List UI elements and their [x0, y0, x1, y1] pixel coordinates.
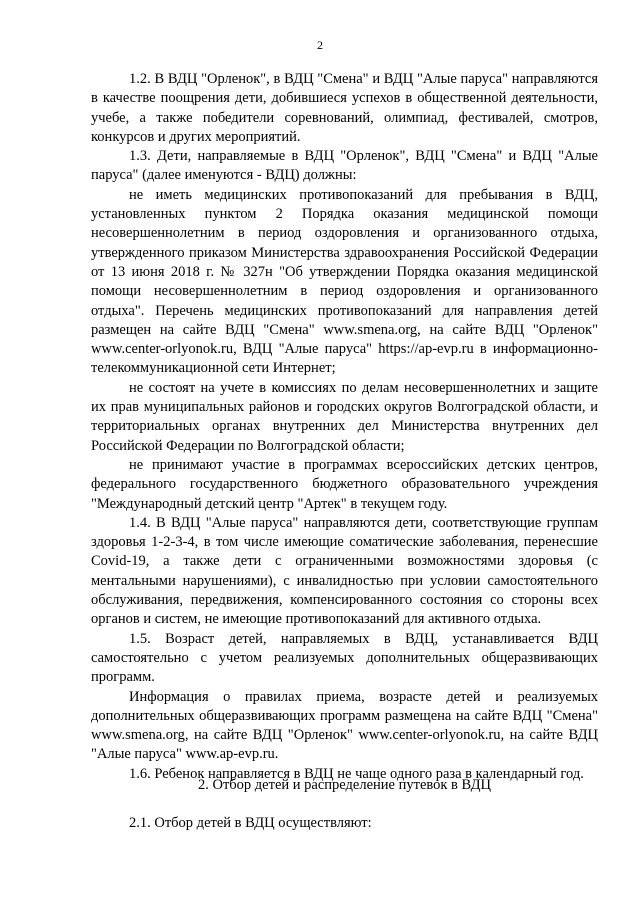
paragraph-1-2: 1.2. В ВДЦ "Орленок", в ВДЦ "Смена" и ВДЦ "Алые паруса" направляются в качестве поощрения дети, добившиеся успехов в общественной деятельности, учебе, а также победители соревнований, олимпиад, фестивалей, смотров, конкурсов и других мероприятий. [91, 71, 598, 145]
page-number: 2 [317, 38, 323, 52]
paragraph-1-3: 1.3. Дети, направляемые в ВДЦ "Орленок", ВДЦ "Смена" и ВДЦ "Алые паруса" (далее именуются - ВДЦ) должны: [91, 148, 598, 184]
paragraph-1-6: 1.6. Ребенок направляется в ВДЦ не чаще одного раза в календарный год. [129, 765, 584, 782]
paragraph-1-4: 1.4. В ВДЦ "Алые паруса" направляются дети, соответствующие группам здоровья 1-2-3-4, в том числе имеющие соматические заболевания, перенесшие Covid-19, а также дети с ограниченными возможностями здоровья (с ментальными нарушениями), с инвалидностью при условии самостоятельного обслуживания, передвижения, компенсированного состояния со стороны всех органов и систем, не имеющие противопоказаний для активного отдыха. [91, 514, 598, 628]
document-body [91, 70, 598, 784]
paragraph-not-registered: не состоят на учете в комиссиях по делам несовершеннолетних и защите их прав муниципальных районов и городских округов Волгоградской области, и территориальных органах внутренних дел Министерства внутренних дел Российской Федерации по Волгоградской области; [91, 379, 598, 454]
paragraph-admission-info: Информация о правилах приема, возрасте детей и реализуемых дополнительных общеразвивающих программ размещена на сайте ВДЦ "Смена" www.smena.org, на сайте ВДЦ "Орленок" www.center-orlyonok.ru, на сайте ВДЦ "Алые паруса" www.ap-evp.ru. [91, 688, 598, 763]
paragraph-1-5: 1.5. Возраст детей, направляемых в ВДЦ, устанавливается ВДЦ самостоятельно с учетом реализуемых дополнительных общеразвивающих программ. [91, 630, 598, 686]
paragraph-not-participating: не принимают участие в программах всероссийских детских центров, федерального государственного бюджетного образовательного учреждения "Международный детский центр "Артек" в текущем году. [91, 456, 598, 512]
paragraph-medical-contraindications: не иметь медицинских противопоказаний для пребывания в ВДЦ, установленных пунктом 2 Порядка оказания медицинской помощи несовершеннолетним в период оздоровления и организованного отдыха, утвержденного приказом Министерства здравоохранения Российской Федерации от 13 июня 2018 г. № 327н "Об утверждении Порядка оказания медицинской помощи несовершеннолетним в период оздоровления и организованного отдыха". Перечень медицинских противопоказаний для направления детей размещен на сайте ВДЦ "Смена" www.smena.org, на сайте ВДЦ "Орленок" www.center-orlyonok.ru, ВДЦ "Алые паруса" https://ap-evp.ru в информационно-телекоммуникационной сети Интернет; [91, 186, 598, 377]
section-heading: 2. Отбор детей и распределение путевок в ВДЦ [197, 777, 491, 793]
subpoint-2-1: 2.1. Отбор детей в ВДЦ осуществляют: [129, 815, 372, 831]
